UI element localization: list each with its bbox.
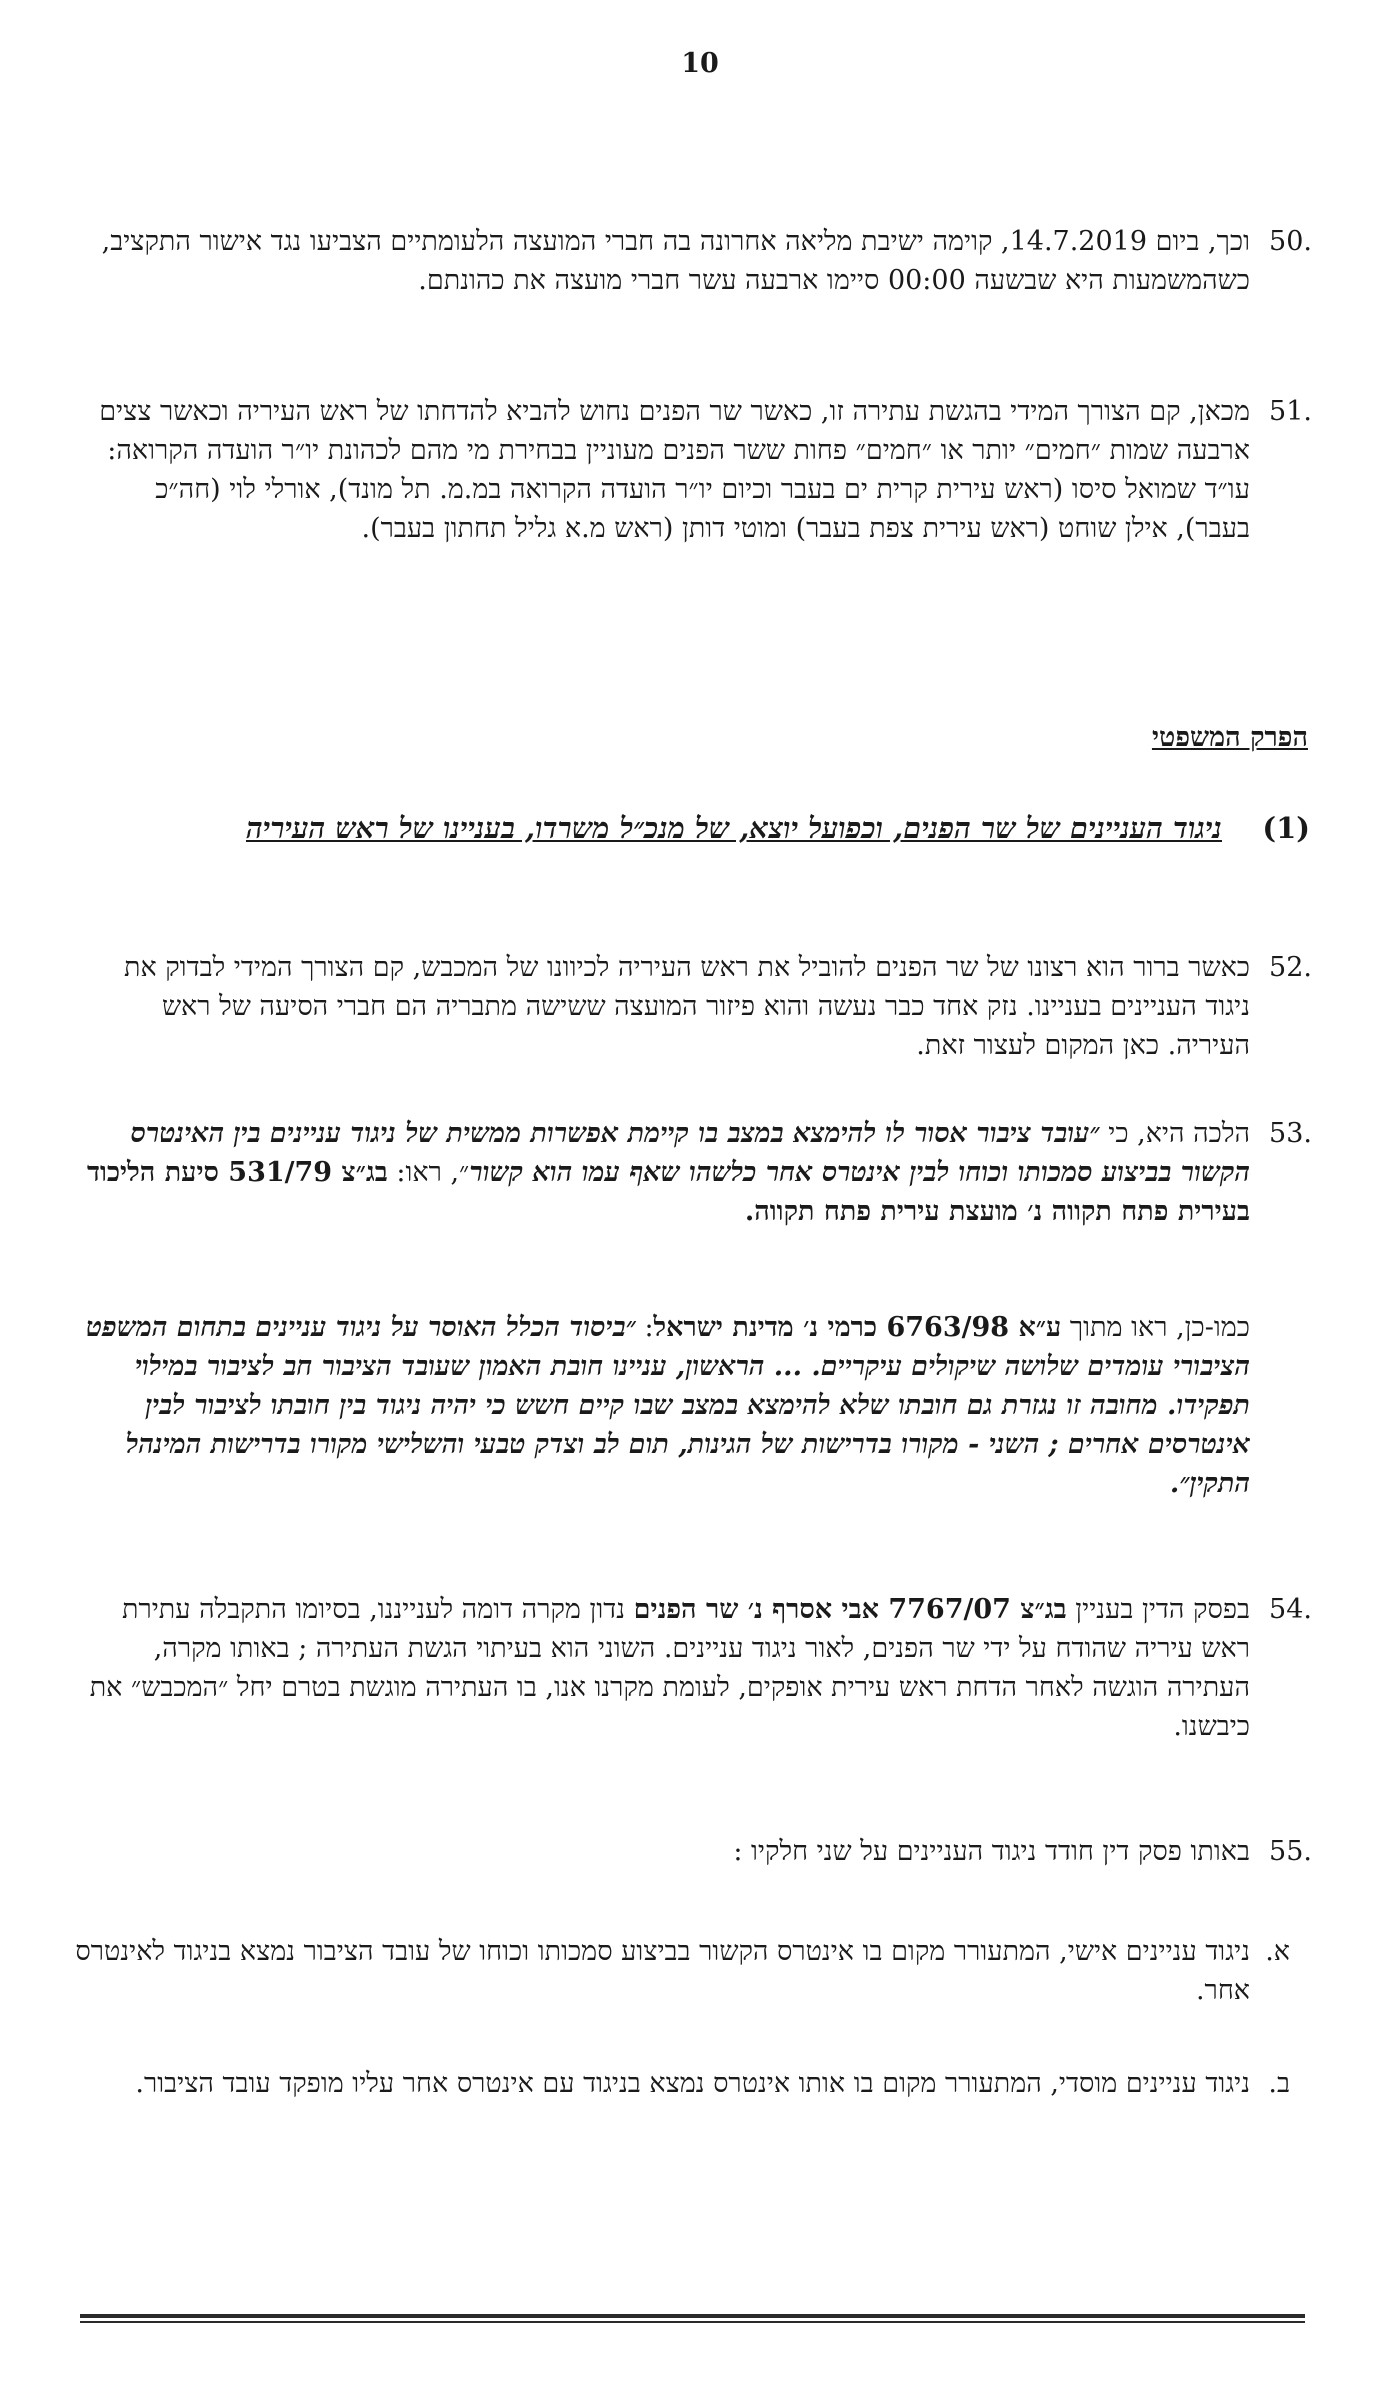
section-marker: (1) [1262, 811, 1310, 845]
legal-section-heading: הפרק המשפטי [1151, 722, 1308, 753]
paragraph-53 [75, 1114, 1312, 1231]
section-title: ניגוד העניינים של שר הפנים, וכפועל יוצא, של מנכ״ל משרדו, בעניינו של ראש העיריה [245, 811, 1222, 845]
paragraph-number: 50. [1269, 226, 1312, 257]
paragraph-text: מכאן, קם הצורך המידי בהגשת עתירה זו, כאשר שר הפנים נחוש להביא להדחתו של ראש העיריה וכאשר צצים ארבעה שמות ״חמים״ יותר או ״חמים״ פחות ששר הפנים מעוניין בבחירת מי מהם לכהונת יו״ר הועדה הקרואה: עו״ד שמואל סיסו (ראש עירית קרית ים בעבר וכיום יו״ר הועדה הקרואה במ.מ. תל מונד), אורלי לוי (חה״כ בעבר), אילן שוחט (ראש עירית צפת בעבר) ומוטי דותן (ראש מ.א גליל תחתון בעבר). [99, 396, 1250, 544]
paragraph-text: באותו פסק דין חודד ניגוד העניינים על שני חלקיו : [733, 1836, 1250, 1867]
paragraph-intro: הלכה היא, כי [1099, 1118, 1250, 1149]
paragraph-number: 53. [1269, 1118, 1312, 1149]
page-number: 10 [681, 48, 719, 79]
paragraph-54 [75, 1590, 1312, 1746]
footer-divider-thin [80, 2321, 1305, 2323]
paragraph-connector: ״, ראו: [387, 1157, 470, 1188]
paragraph-text: נדון מקרה דומה לענייננו, בסיומו התקבלה עתירת ראש עיריה שהודח על ידי שר הפנים, לאור ניגוד עניינים. השוני הוא בעיתוי הגשת העתירה ; באותו מקרה, העתירה הוגשה לאחר הדחת ראש עירית אופקים, לעומת מקרנו אנו, בו העתירה מוגשת בטרם יחל ״המכבש״ את כיבשנו. [89, 1594, 1250, 1742]
case-citation: בג״צ 7767/07 אבי אסרף נ׳ שר הפנים [633, 1594, 1067, 1625]
section-1-heading [75, 808, 1310, 849]
sub-item-letter: א. [1265, 1936, 1290, 1967]
sub-item-text: ניגוד עניינים אישי, המתעורר מקום בו אינטרס הקשור בביצוע סמכותו וכוחו של עובד הציבור נמצא בניגוד לאינטרס אחר. [75, 1936, 1250, 2006]
sub-item-letter: ב. [1268, 2068, 1290, 2099]
sub-item-b [75, 2064, 1290, 2103]
paragraph-intro: בפסק הדין בעניין [1066, 1594, 1250, 1625]
paragraph-intro: כמו-כן, ראו מתוך [1061, 1312, 1250, 1343]
paragraph-53-continued [75, 1308, 1250, 1503]
paragraph-52 [75, 948, 1312, 1065]
legal-quote: ״ביסוד הכלל האוסר על ניגוד עניינים בתחום המשפט הציבורי עומדים שלושה שיקולים עיקריים. ... הראשון, עניינו חובת האמון שעובד הציבור חב לציבור במילוי תפקידו. מחובה זו נגזרת גם חובתו שלא להימצא במצב שבו קיים חשש כי יהיה ניגוד בין חובתו לציבור לבין אינטרסים אחרים ; השני - מקורו בדרישות של הגינות, תום לב וצדק טבעי והשלישי מקורו בדרישות המינהל התקין״. [85, 1312, 1250, 1499]
case-citation: בג״צ 531/79 סיעת הליכוד בעירית פתח תקווה נ׳ מועצת עירית פתח תקווה. [86, 1157, 1250, 1227]
paragraph-text: כאשר ברור הוא רצונו של שר הפנים להוביל את ראש העיריה לכיוונו של המכבש, קם הצורך המידי לבדוק את ניגוד העניינים בעניינו. נזק אחד כבר נעשה והוא פיזור המועצה ששישה מתבריה הם חברי הסיעה של ראש העיריה. כאן המקום לעצור זאת. [123, 952, 1250, 1061]
paragraph-number: 55. [1269, 1836, 1312, 1867]
sub-item-text: ניגוד עניינים מוסדי, המתעורר מקום בו אותו אינטרס נמצא בניגוד עם אינטרס אחר עליו מופקד עובד הציבור. [135, 2068, 1250, 2099]
paragraph-51 [75, 392, 1312, 548]
paragraph-number: 52. [1269, 952, 1312, 983]
paragraph-text: וכך, ביום 14.7.2019, קוימה ישיבת מליאה אחרונה בה חברי המועצה הלעומתיים הצביעו נגד אישור התקציב, כשהמשמעות היא שבשעה 00:00 סיימו ארבעה עשר חברי מועצה את כהונתם. [101, 226, 1250, 296]
paragraph-number: 51. [1269, 396, 1312, 427]
sub-item-a [75, 1932, 1290, 2010]
paragraph-50 [75, 222, 1312, 300]
paragraph-connector: : [635, 1312, 654, 1343]
paragraph-number: 54. [1269, 1594, 1312, 1625]
footer-divider [80, 2314, 1305, 2318]
paragraph-55 [75, 1832, 1312, 1871]
case-citation: ע״א 6763/98 כרמי נ׳ מדינת ישראל [653, 1312, 1062, 1343]
legal-quote: ״עובד ציבור אסור לו להימצא במצב בו קיימת אפשרות ממשית של ניגוד עניינים בין האינטרס הקשור בביצוע סמכותו וכוחו לבין אינטרס אחר כלשהו שאף עמו הוא קשור [130, 1118, 1250, 1188]
